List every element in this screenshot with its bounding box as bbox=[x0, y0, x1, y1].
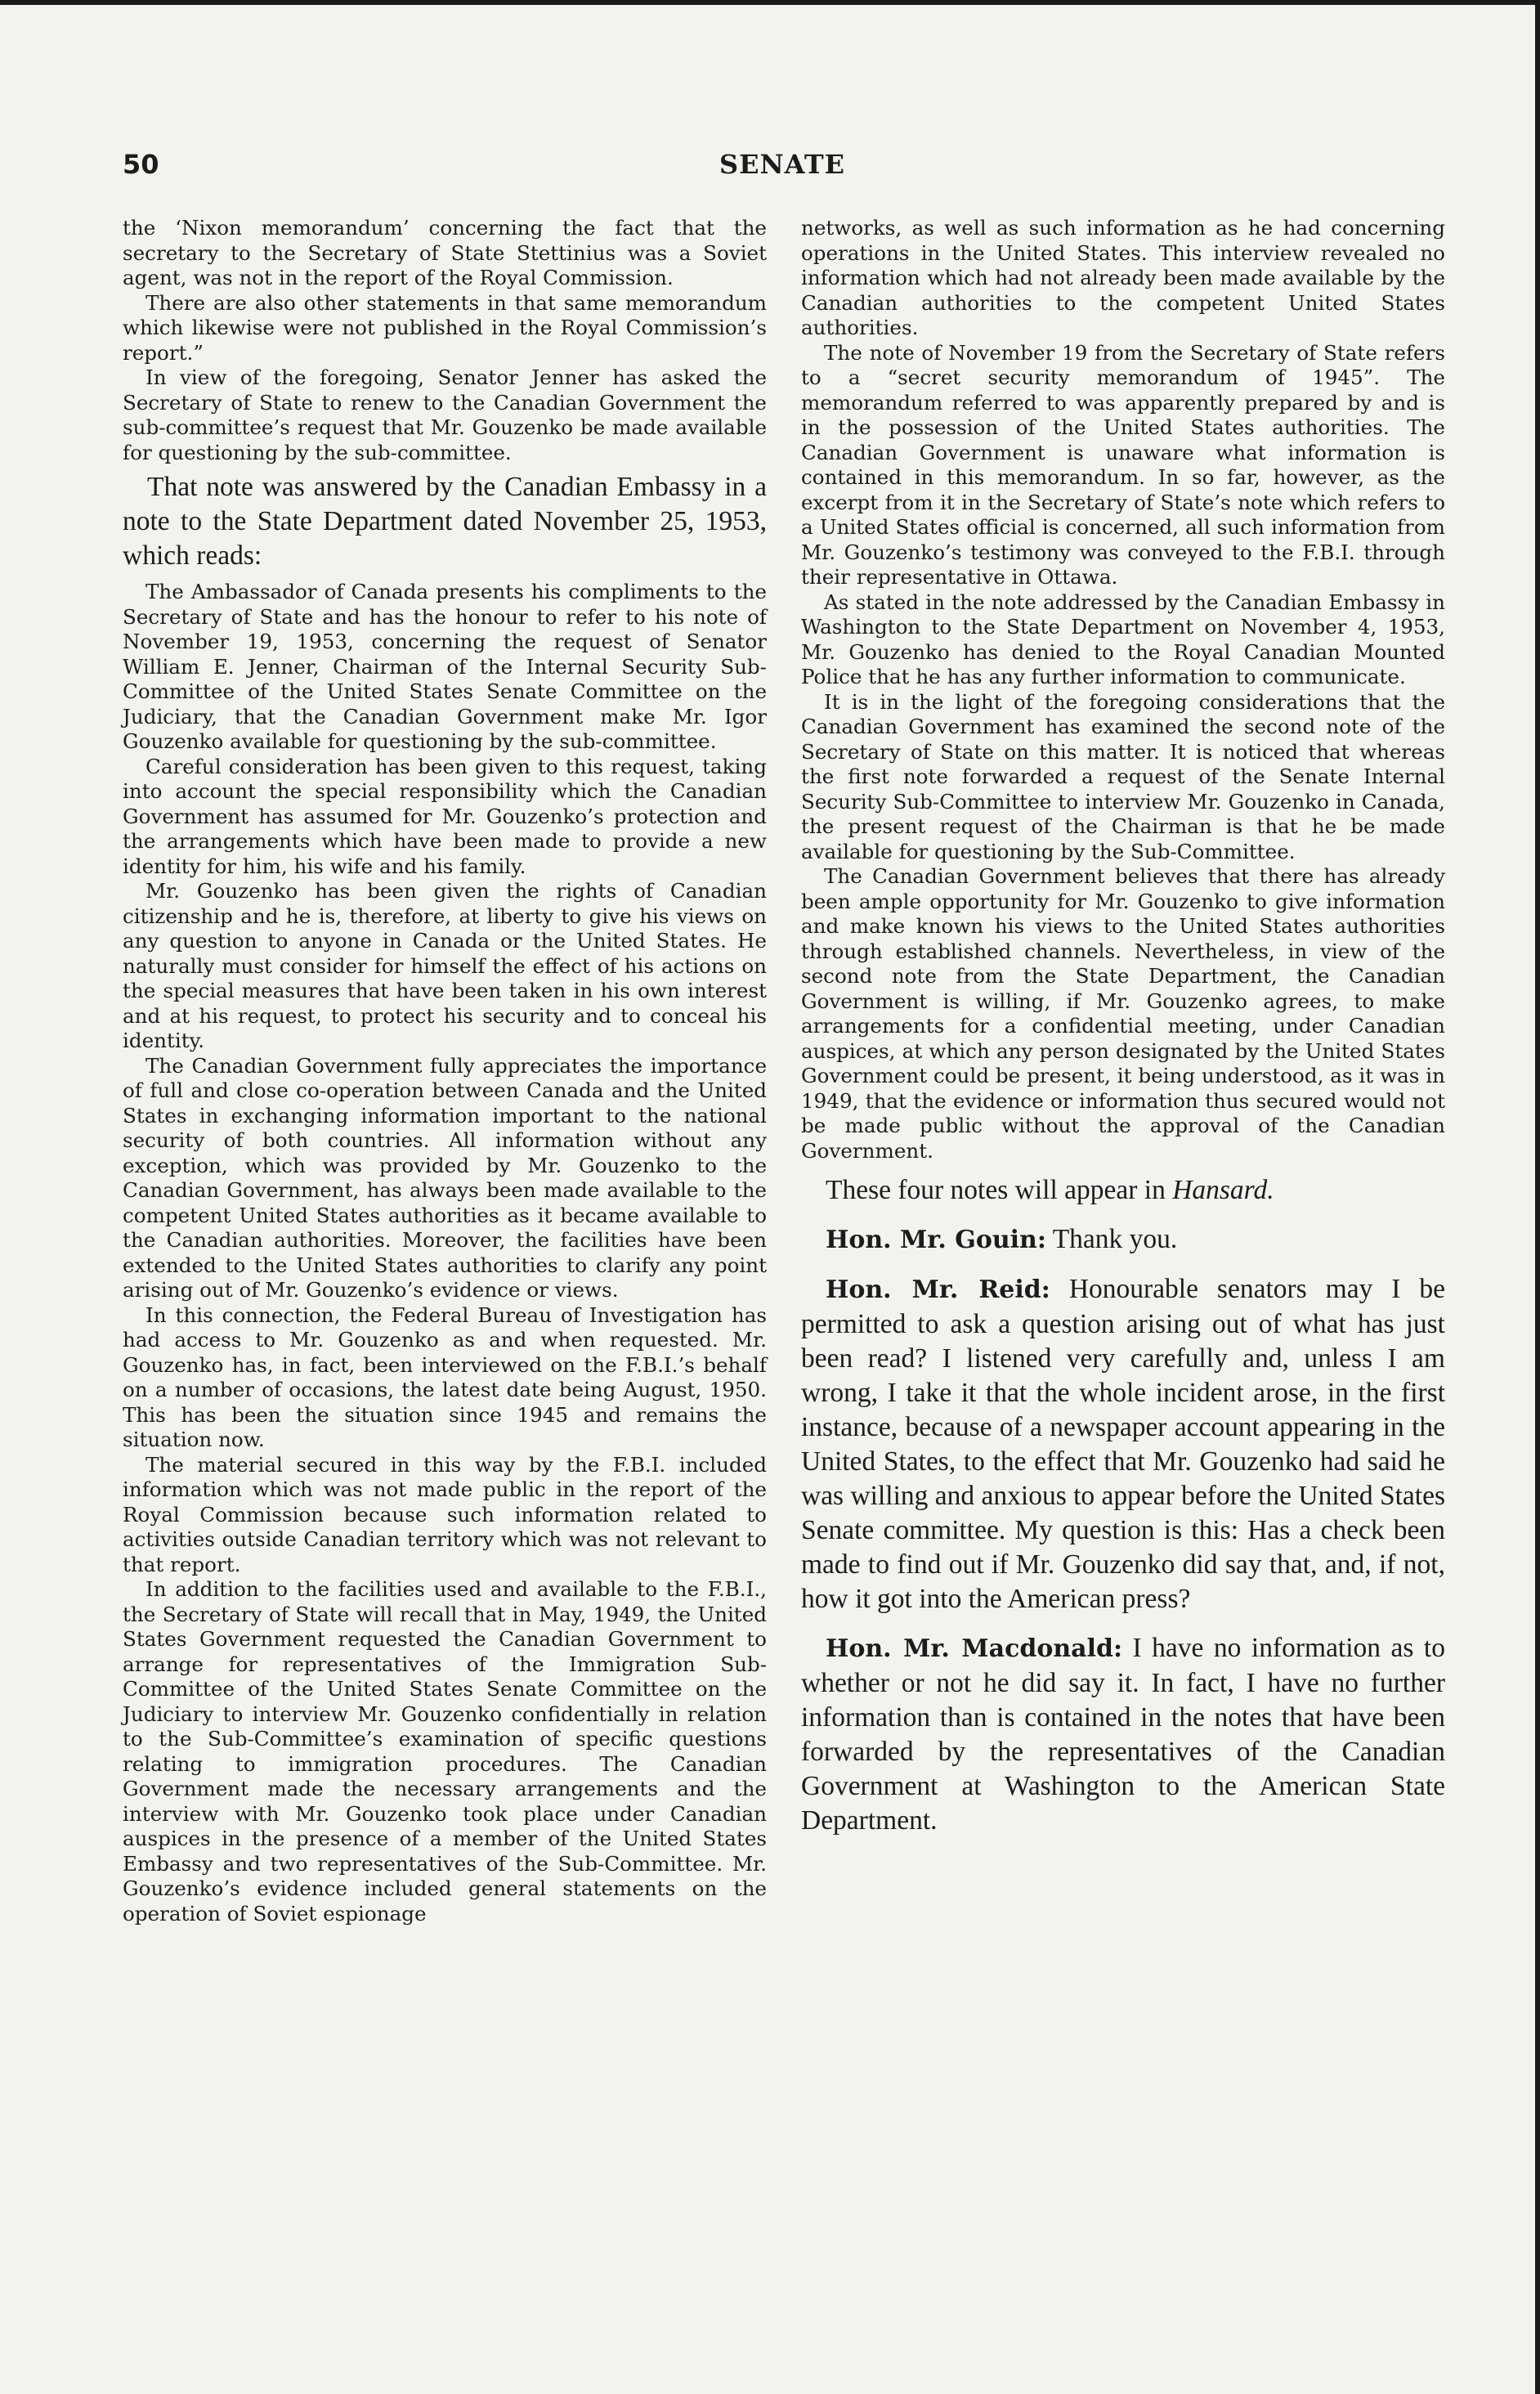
quoted-paragraph: In this connection, the Federal Bureau of Investigation has had access to Mr. Gouzenko as and when requested. Mr. Gouzenko has, in fact, been interviewed on the F.B.I.’s behalf on a number of occasions, the latest date being August, 1950. This has been the situation since 1945 and remains the situation now. bbox=[123, 1302, 767, 1451]
speaker-name: Hon. Mr. Macdonald: bbox=[826, 1634, 1123, 1663]
quoted-paragraph: networks, as well as such information as he had concerning operations in the United States. This interview revealed no information which had not already been made available by the Canadian authorities to the competent United States authorities. bbox=[801, 216, 1445, 339]
speech-text: I have no information as to whether or not he did say it. In fact, I have no further information than is contained in the notes that have been forwarded by the representatives of the Canadian Government at Washington to the American State Department. bbox=[801, 1633, 1445, 1836]
intro-paragraph: That note was answered by the Canadian Embassy in a note to the State Department dated November 25, 1953, which reads: bbox=[123, 472, 767, 571]
speech-gouin bbox=[801, 1222, 1445, 1258]
speech-text: Thank you. bbox=[1052, 1224, 1178, 1254]
quoted-paragraph: The note of November 19 from the Secretary of State refers to a “secret security memorandum of 1945”. The memorandum referred to was apparently prepared by and is in the possession of the United States authorities. The Canadian Government is unaware what information is contained in this memorandum. In so far, however, as the excerpt from it in the Secretary of State’s note which refers to a United States official is concerned, all such information from Mr. Gouzenko’s testimony was conveyed to the F.B.I. through their representative in Ottawa. bbox=[801, 340, 1445, 589]
left-column bbox=[123, 216, 767, 1926]
quoted-paragraph: Mr. Gouzenko has been given the rights of Canadian citizenship and he is, therefore, at liberty to give his views on any question to anyone in Canada or the United States. He naturally must consider for himself the effect of his actions on the special measures that have been taken in his own interest and at his request, to protect his security and to conceal his identity. bbox=[123, 879, 767, 1052]
speaker-name: Hon. Mr. Reid: bbox=[826, 1275, 1050, 1304]
right-column bbox=[801, 216, 1445, 1838]
quoted-paragraph: In addition to the facilities used and available to the F.B.I., the Secretary of State will recall that in May, 1949, the United States Government requested the Canadian Government to arrange for representatives of the Immigration Sub-Committee of the United States Senate Committee on the Judiciary to interview Mr. Gouzenko confidentially in relation to the Sub-Committee’s examination of specific questions relating to immigration procedures. The Canadian Government made the necessary arrangements and the interview with Mr. Gouzenko took place under Canadian auspices in the presence of a member of the United States Embassy and two representatives of the Sub-Committee. Mr. Gouzenko’s evidence included general statements on the operation of Soviet espionage bbox=[123, 1577, 767, 1926]
paragraph: There are also other statements in that same memorandum which likewise were not published in the Royal Commission’s report.” bbox=[123, 290, 767, 365]
speech-reid bbox=[801, 1272, 1445, 1616]
quoted-paragraph: As stated in the note addressed by the Canadian Embassy in Washington to the State Department on November 4, 1953, Mr. Gouzenko has denied to the Royal Canadian Mounted Police that he has any further information to communicate. bbox=[801, 590, 1445, 688]
hansard-note bbox=[801, 1173, 1445, 1208]
page-header bbox=[123, 149, 1442, 190]
quoted-paragraph: It is in the light of the foregoing considerations that the Canadian Government has examined the second note of the Secretary of State on this matter. It is noticed that whereas the first note forwarded a request of the Senate Internal Security Sub-Committee to interview Mr. Gouzenko in Canada, the present request of the Chairman is that he be made available for questioning by the Sub-Committee. bbox=[801, 689, 1445, 863]
quoted-paragraph: The Canadian Government believes that there has already been ample opportunity for Mr. Gouzenko to give information and make known his views to the United States authorities through established channels. Nevertheless, in view of the second note from the State Department, the Canadian Government is willing, if Mr. Gouzenko agrees, to make arrangements for a confidential meeting, under Canadian auspices, at which any person designated by the United States Government could be present, it being understood, as it was in 1949, that the evidence or information thus secured would not be made public without the approval of the Canadian Government. bbox=[801, 864, 1445, 1163]
hansard-note-text: These four notes will appear in bbox=[826, 1175, 1166, 1205]
speech-macdonald bbox=[801, 1631, 1445, 1838]
running-head: SENATE bbox=[719, 149, 846, 180]
speech-text: Honourable senators may I be permitted to ask a question arising out of what has just been read? I listened very carefully and, unless I am wrong, I take it that the whole incident arose, in the first instance, because of a newspaper account appearing in the United States, to the effect that Mr. Gouzenko had said he was willing and anxious to appear before the United States Senate committee. My question is this: Has a check been made to find out if Mr. Gouzenko did say that, and, if not, how it got into the American press? bbox=[801, 1274, 1446, 1614]
hansard-title: Hansard. bbox=[1172, 1175, 1274, 1205]
quoted-paragraph: The material secured in this way by the F.B.I. included information which was not made public in the report of the Royal Commission because such information related to activities outside Canadian territory which was not relevant to that report. bbox=[123, 1452, 767, 1576]
speaker-name: Hon. Mr. Gouin: bbox=[826, 1226, 1046, 1254]
quoted-paragraph: The Canadian Government fully appreciates the importance of full and close co-operation between Canada and the United States in exchanging information important to the national security of both countries. All information without any exception, which was provided by Mr. Gouzenko to the Canadian Government, has always been made available to the competent United States authorities as it became available to the Canadian authorities. Moreover, the facilities have been extended to the United States authorities to clarify any point arising out of Mr. Gouzenko’s evidence or views. bbox=[123, 1053, 767, 1302]
paragraph: the ‘Nixon memorandum’ concerning the fact that the secretary to the Secretary of State Stettinius was a Soviet agent, was not in the report of the Royal Commission. bbox=[123, 216, 767, 289]
paragraph: In view of the foregoing, Senator Jenner has asked the Secretary of State to renew to the Canadian Government the sub-committee’s request that Mr. Gouzenko be made available for questioning by the sub-committee. bbox=[123, 365, 767, 464]
page-number: 50 bbox=[123, 149, 159, 180]
quoted-paragraph: Careful consideration has been given to this request, taking into account the special responsibility which the Canadian Government has assumed for Mr. Gouzenko’s protection and the arrangements which have been made to provide a new identity for him, his wife and his family. bbox=[123, 754, 767, 878]
quoted-paragraph: The Ambassador of Canada presents his compliments to the Secretary of State and has the honour to refer to his note of November 19, 1953, concerning the request of Senator William E. Jenner, Chairman of the Internal Security Sub-Committee of the United States Senate Committee on the Judiciary, that the Canadian Government make Mr. Igor Gouzenko available for questioning by the sub-committee. bbox=[123, 580, 767, 753]
